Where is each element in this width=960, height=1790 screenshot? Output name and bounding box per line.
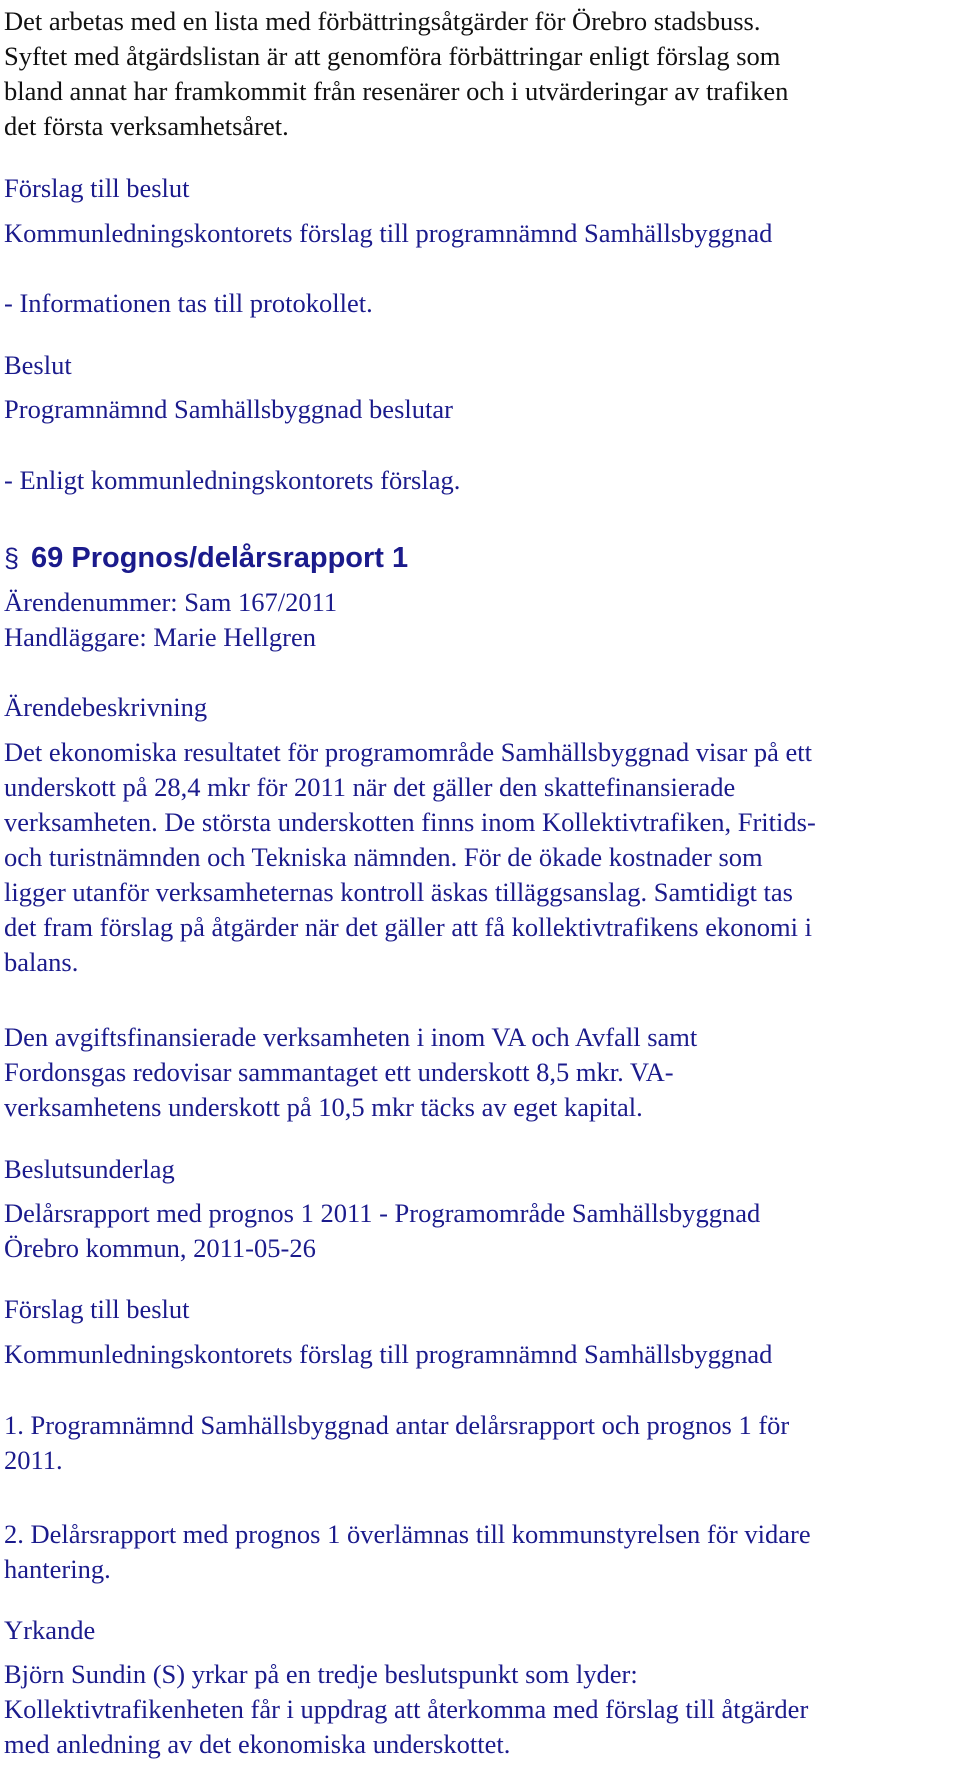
proposal-line: Kommunledningskontorets förslag till programnämnd Samhällsbyggnad: [4, 1339, 773, 1369]
description-line: Det ekonomiska resultatet för programområde Samhällsbyggnad visar på ett: [4, 737, 813, 767]
section-title: [4, 540, 408, 576]
description-line: Fordonsgas redovisar sammantaget ett underskott 8,5 mkr. VA-: [4, 1057, 674, 1087]
description-line: underskott på 28,4 mkr för 2011 när det gäller den skattefinansierade: [4, 772, 736, 802]
section-symbol: §: [4, 543, 20, 573]
claim-line: med anledning av det ekonomiska underskottet.: [4, 1729, 511, 1759]
decision-heading: Beslut: [4, 350, 72, 380]
basis-line: Delårsrapport med prognos 1 2011 - Programområde Samhällsbyggnad: [4, 1198, 761, 1228]
basis-heading: Beslutsunderlag: [4, 1154, 175, 1184]
basis-line: Örebro kommun, 2011-05-26: [4, 1233, 316, 1263]
description-line: verksamhetens underskott på 10,5 mkr täcks av eget kapital.: [4, 1092, 643, 1122]
proposal-item-2: hantering.: [4, 1554, 111, 1584]
proposal-item-2: 2. Delårsrapport med prognos 1 överlämnas till kommunstyrelsen för vidare: [4, 1519, 811, 1549]
decision-line: Programnämnd Samhällsbyggnad beslutar: [4, 394, 453, 424]
proposal-item-1: 1. Programnämnd Samhällsbyggnad antar delårsrapport och prognos 1 för: [4, 1410, 790, 1440]
description-line: det fram förslag på åtgärder när det gäller att få kollektivtrafikens ekonomi i: [4, 912, 812, 942]
claim-heading: Yrkande: [4, 1615, 96, 1645]
intro-line: Syftet med åtgärdslistan är att genomföra förbättringar enligt förslag som: [4, 41, 781, 71]
description-line: verksamheten. De största underskotten finns inom Kollektivtrafiken, Fritids-: [4, 807, 816, 837]
proposal-heading: Förslag till beslut: [4, 173, 190, 203]
proposal-item-1: 2011.: [4, 1445, 63, 1475]
description-line: ligger utanför verksamheternas kontroll äskas tilläggsanslag. Samtidigt tas: [4, 877, 793, 907]
description-line: Den avgiftsfinansierade verksamheten i inom VA och Avfall samt: [4, 1022, 698, 1052]
intro-line: bland annat har framkommit från resenärer och i utvärderingar av trafiken: [4, 76, 789, 106]
intro-line: det första verksamhetsåret.: [4, 111, 289, 141]
proposal-item: - Informationen tas till protokollet.: [4, 288, 373, 318]
intro-line: Det arbetas med en lista med förbättringsåtgärder för Örebro stadsbuss.: [4, 6, 761, 36]
proposal-heading: Förslag till beslut: [4, 1294, 190, 1324]
claim-line: Björn Sundin (S) yrkar på en tredje beslutspunkt som lyder:: [4, 1659, 638, 1689]
description-heading: Ärendebeskrivning: [4, 692, 208, 722]
description-line: balans.: [4, 947, 79, 977]
proposal-line: Kommunledningskontorets förslag till programnämnd Samhällsbyggnad: [4, 218, 773, 248]
section-title-text: 69 Prognos/delårsrapport 1: [31, 542, 409, 574]
description-line: och turistnämnden och Tekniska nämnden. För de ökade kostnader som: [4, 842, 763, 872]
case-handler: Handläggare: Marie Hellgren: [4, 622, 316, 652]
claim-line: Kollektivtrafikenheten får i uppdrag att återkomma med förslag till åtgärder: [4, 1694, 809, 1724]
decision-item: - Enligt kommunledningskontorets förslag.: [4, 465, 461, 495]
case-number: Ärendenummer: Sam 167/2011: [4, 587, 338, 617]
